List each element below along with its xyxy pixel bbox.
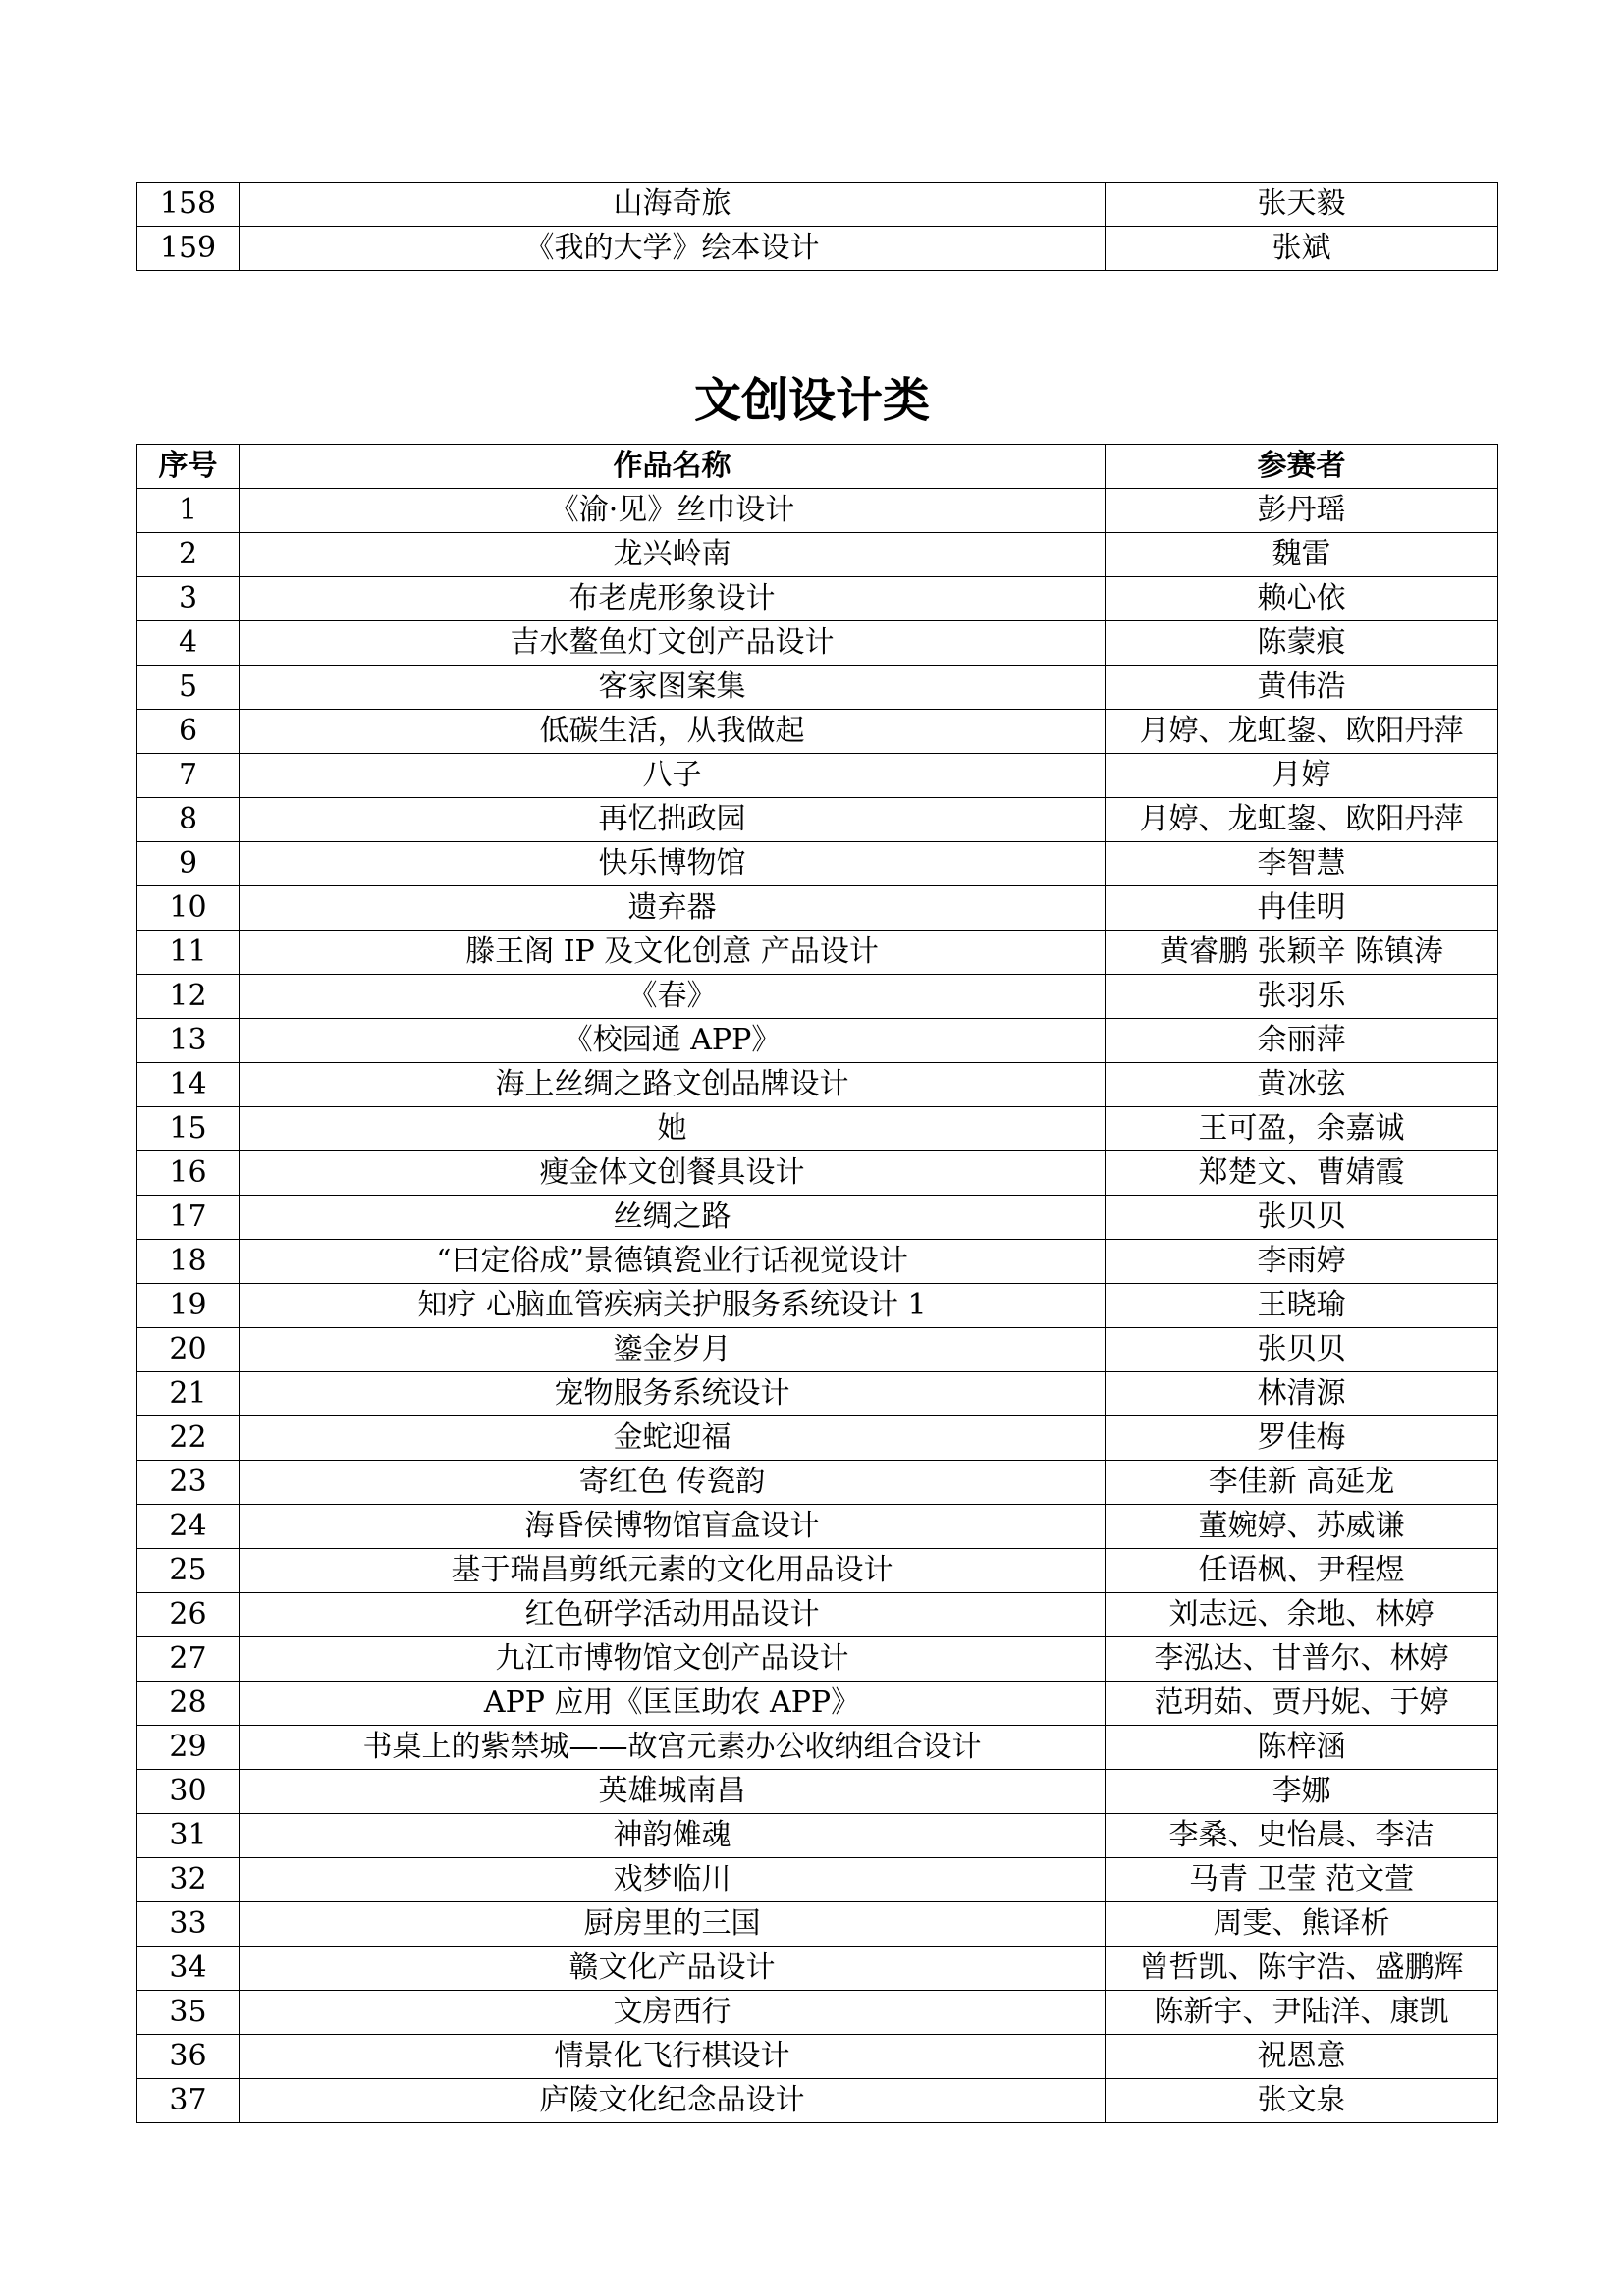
cell-participants: 张天毅 (1106, 183, 1498, 227)
table-row (137, 1947, 1498, 1991)
cell-number: 15 (137, 1107, 240, 1151)
cell-participants: 李桑、史怡晨、李洁 (1106, 1814, 1498, 1858)
cell-work-title: “曰定俗成”景德镇瓷业行话视觉设计 (240, 1240, 1106, 1284)
cell-participants: 张羽乐 (1106, 975, 1498, 1019)
cell-work-title: 瘦金体文创餐具设计 (240, 1151, 1106, 1196)
cell-number: 33 (137, 1902, 240, 1947)
cell-work-title: 客家图案集 (240, 666, 1106, 710)
cell-number: 1 (137, 489, 240, 533)
cell-work-title: 厨房里的三国 (240, 1902, 1106, 1947)
cell-work-title: 九江市博物馆文创产品设计 (240, 1637, 1106, 1682)
cell-work-title: 海上丝绸之路文创品牌设计 (240, 1063, 1106, 1107)
table-row (137, 1240, 1498, 1284)
table-row (137, 1328, 1498, 1372)
cell-work-title: 《校园通 APP》 (240, 1019, 1106, 1063)
cell-number: 3 (137, 577, 240, 621)
table-row (137, 666, 1498, 710)
table-row (137, 577, 1498, 621)
cell-participants: 郑楚文、曹婧霞 (1106, 1151, 1498, 1196)
table-header-row (137, 445, 1498, 489)
cell-number: 158 (137, 183, 240, 227)
cell-number: 30 (137, 1770, 240, 1814)
cell-number: 35 (137, 1991, 240, 2035)
cell-number: 19 (137, 1284, 240, 1328)
cell-number: 32 (137, 1858, 240, 1902)
cell-work-title: 书桌上的紫禁城——故宫元素办公收纳组合设计 (240, 1726, 1106, 1770)
table-row (137, 1682, 1498, 1726)
cell-work-title: 戏梦临川 (240, 1858, 1106, 1902)
cell-number: 23 (137, 1461, 240, 1505)
cell-participants: 黄睿鹏 张颖辛 陈镇涛 (1106, 931, 1498, 975)
table-row (137, 886, 1498, 931)
table-row (137, 798, 1498, 842)
table-row (137, 1726, 1498, 1770)
cell-participants: 董婉婷、苏威谦 (1106, 1505, 1498, 1549)
cell-work-title: 八子 (240, 754, 1106, 798)
cell-participants: 张贝贝 (1106, 1196, 1498, 1240)
table-row (137, 1063, 1498, 1107)
cell-number: 24 (137, 1505, 240, 1549)
cell-work-title: APP 应用《匡匡助农 APP》 (240, 1682, 1106, 1726)
table-row (137, 1372, 1498, 1416)
cell-work-title: 寄红色 传瓷韵 (240, 1461, 1106, 1505)
cell-work-title: 吉水鳌鱼灯文创产品设计 (240, 621, 1106, 666)
cell-work-title: 文房西行 (240, 1991, 1106, 2035)
cell-work-title: 《我的大学》绘本设计 (240, 227, 1106, 271)
cell-work-title: 布老虎形象设计 (240, 577, 1106, 621)
cell-work-title: 神韵傩魂 (240, 1814, 1106, 1858)
cell-work-title: 快乐博物馆 (240, 842, 1106, 886)
cell-work-title: 《渝·见》丝巾设计 (240, 489, 1106, 533)
cell-number: 13 (137, 1019, 240, 1063)
previous-category-table-tail (136, 182, 1498, 271)
table-row (137, 621, 1498, 666)
cell-participants: 罗佳梅 (1106, 1416, 1498, 1461)
cell-number: 10 (137, 886, 240, 931)
table-row (137, 1770, 1498, 1814)
cell-number: 6 (137, 710, 240, 754)
cell-participants: 周雯、熊译析 (1106, 1902, 1498, 1947)
cell-participants: 马青 卫莹 范文萱 (1106, 1858, 1498, 1902)
cell-number: 9 (137, 842, 240, 886)
table-row (137, 1284, 1498, 1328)
cell-participants: 月婷 (1106, 754, 1498, 798)
cell-work-title: 知疗 心脑血管疾病关护服务系统设计 1 (240, 1284, 1106, 1328)
cell-number: 4 (137, 621, 240, 666)
cell-work-title: 鎏金岁月 (240, 1328, 1106, 1372)
cultural-creative-design-table (136, 444, 1498, 2123)
table-row (137, 1593, 1498, 1637)
cell-work-title: 情景化飞行棋设计 (240, 2035, 1106, 2079)
cell-work-title: 宠物服务系统设计 (240, 1372, 1106, 1416)
cell-work-title: 赣文化产品设计 (240, 1947, 1106, 1991)
table-row (137, 1019, 1498, 1063)
cell-participants: 王晓瑜 (1106, 1284, 1498, 1328)
cell-number: 17 (137, 1196, 240, 1240)
cell-participants: 余丽萍 (1106, 1019, 1498, 1063)
cell-participants: 月婷、龙虹鋆、欧阳丹萍 (1106, 798, 1498, 842)
table-row (137, 1107, 1498, 1151)
cell-participants: 月婷、龙虹鋆、欧阳丹萍 (1106, 710, 1498, 754)
cell-number: 20 (137, 1328, 240, 1372)
table-row (137, 227, 1498, 271)
table-row (137, 489, 1498, 533)
cell-work-title: 遗弃器 (240, 886, 1106, 931)
cell-participants: 祝恩意 (1106, 2035, 1498, 2079)
table-row (137, 754, 1498, 798)
cell-number: 28 (137, 1682, 240, 1726)
cell-work-title: 红色研学活动用品设计 (240, 1593, 1106, 1637)
cell-number: 26 (137, 1593, 240, 1637)
cell-number: 31 (137, 1814, 240, 1858)
cell-work-title: 基于瑞昌剪纸元素的文化用品设计 (240, 1549, 1106, 1593)
cell-participants: 陈梓涵 (1106, 1726, 1498, 1770)
cell-participants: 冉佳明 (1106, 886, 1498, 931)
table-row (137, 1505, 1498, 1549)
cell-number: 34 (137, 1947, 240, 1991)
cell-participants: 李佳新 高延龙 (1106, 1461, 1498, 1505)
cell-participants: 李娜 (1106, 1770, 1498, 1814)
cell-work-title: 英雄城南昌 (240, 1770, 1106, 1814)
cell-participants: 黄冰弦 (1106, 1063, 1498, 1107)
table-row (137, 1814, 1498, 1858)
cell-participants: 李雨婷 (1106, 1240, 1498, 1284)
cell-number: 18 (137, 1240, 240, 1284)
cell-participants: 林清源 (1106, 1372, 1498, 1416)
table-row (137, 931, 1498, 975)
cell-number: 8 (137, 798, 240, 842)
cell-number: 5 (137, 666, 240, 710)
cell-work-title: 低碳生活，从我做起 (240, 710, 1106, 754)
cell-participants: 陈蒙痕 (1106, 621, 1498, 666)
cell-work-title: 金蛇迎福 (240, 1416, 1106, 1461)
section-title: 文创设计类 (693, 373, 930, 428)
cell-number: 14 (137, 1063, 240, 1107)
cell-participants: 赖心依 (1106, 577, 1498, 621)
cell-work-title: 山海奇旅 (240, 183, 1106, 227)
cell-participants: 曾哲凯、陈宇浩、盛鹏辉 (1106, 1947, 1498, 1991)
table-row (137, 1151, 1498, 1196)
cell-work-title: 《春》 (240, 975, 1106, 1019)
main-table-body (137, 489, 1498, 2123)
cell-number: 36 (137, 2035, 240, 2079)
cell-participants: 魏雷 (1106, 533, 1498, 577)
table-row (137, 1637, 1498, 1682)
cell-participants: 刘志远、余地、林婷 (1106, 1593, 1498, 1637)
cell-number: 27 (137, 1637, 240, 1682)
table-row (137, 975, 1498, 1019)
table-row (137, 1858, 1498, 1902)
table-row (137, 1902, 1498, 1947)
cell-participants: 范玥茹、贾丹妮、于婷 (1106, 1682, 1498, 1726)
top-table-body (137, 183, 1498, 271)
cell-participants: 张斌 (1106, 227, 1498, 271)
table-row (137, 1416, 1498, 1461)
cell-number: 2 (137, 533, 240, 577)
table-row (137, 1549, 1498, 1593)
cell-number: 29 (137, 1726, 240, 1770)
cell-participants: 彭丹瑶 (1106, 489, 1498, 533)
cell-work-title: 庐陵文化纪念品设计 (240, 2079, 1106, 2123)
table-row (137, 2079, 1498, 2123)
header-participants: 参赛者 (1106, 445, 1498, 489)
cell-number: 22 (137, 1416, 240, 1461)
header-number: 序号 (137, 445, 240, 489)
cell-participants: 李泓达、甘普尔、林婷 (1106, 1637, 1498, 1682)
cell-participants: 张贝贝 (1106, 1328, 1498, 1372)
cell-work-title: 滕王阁 IP 及文化创意 产品设计 (240, 931, 1106, 975)
cell-number: 7 (137, 754, 240, 798)
cell-participants: 王可盈，余嘉诚 (1106, 1107, 1498, 1151)
cell-participants: 黄伟浩 (1106, 666, 1498, 710)
cell-work-title: 海昏侯博物馆盲盒设计 (240, 1505, 1106, 1549)
cell-work-title: 再忆拙政园 (240, 798, 1106, 842)
table-row (137, 1196, 1498, 1240)
table-row (137, 842, 1498, 886)
table-row (137, 1461, 1498, 1505)
table-row (137, 533, 1498, 577)
cell-number: 21 (137, 1372, 240, 1416)
cell-number: 16 (137, 1151, 240, 1196)
table-row (137, 710, 1498, 754)
cell-participants: 张文泉 (1106, 2079, 1498, 2123)
cell-work-title: 龙兴岭南 (240, 533, 1106, 577)
cell-number: 159 (137, 227, 240, 271)
header-work-title: 作品名称 (240, 445, 1106, 489)
cell-participants: 任语枫、尹程煜 (1106, 1549, 1498, 1593)
table-row (137, 1991, 1498, 2035)
cell-participants: 陈新宇、尹陆洋、康凯 (1106, 1991, 1498, 2035)
table-row (137, 2035, 1498, 2079)
cell-number: 12 (137, 975, 240, 1019)
cell-number: 37 (137, 2079, 240, 2123)
table-row (137, 183, 1498, 227)
cell-work-title: 她 (240, 1107, 1106, 1151)
cell-number: 11 (137, 931, 240, 975)
cell-work-title: 丝绸之路 (240, 1196, 1106, 1240)
cell-participants: 李智慧 (1106, 842, 1498, 886)
cell-number: 25 (137, 1549, 240, 1593)
